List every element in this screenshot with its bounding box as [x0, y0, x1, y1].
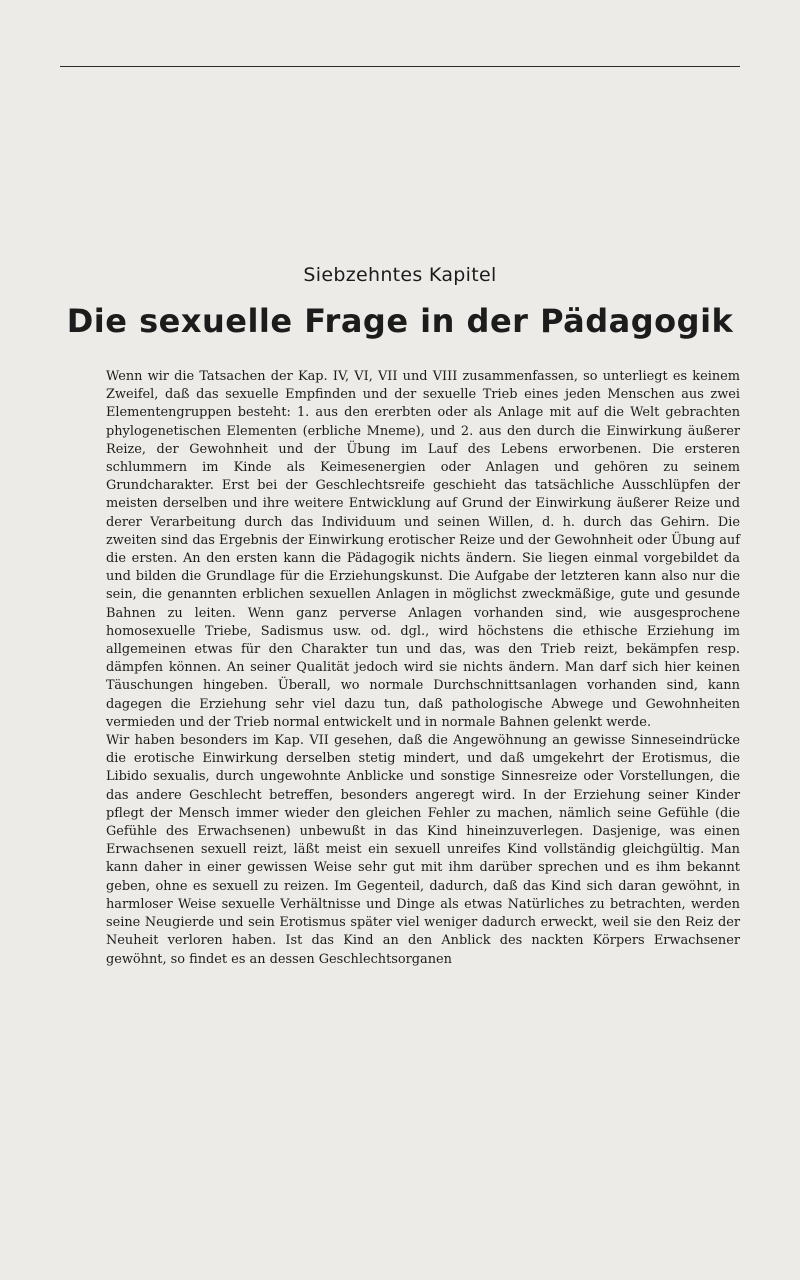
top-rule [60, 66, 740, 67]
chapter-title: Die sexuelle Frage in der Pädagogik [66, 302, 734, 340]
paragraph-1: Wenn wir die Tatsachen der Kap. IV, VI, VII und VIII zusammenfassen, so unterliegt es keinem Zweifel, daß das sexuelle Empfinden und der sexuelle Trieb eines jeden Menschen aus zwei Elementengruppen besteht: 1. aus den ererbten oder als Anlage mit auf die Welt gebrachten phylogenetischen Elementen (erbliche Mneme), und 2. aus den durch die Einwirkung äußerer Reize, der Gewohnheit und der Übung im Lauf des Lebens erworbenen. Die ersteren schlummern im Kinde als Keimesenergien oder Anlagen und gehören zu seinem Grundcharakter. Erst bei der Geschlechtsreife geschieht das tatsächliche Ausschlüpfen der meisten derselben und ihre weitere Entwicklung auf Grund der Einwirkung äußerer Reize und derer Verarbeitung durch das Individuum und seinen Willen, d. h. durch das Gehirn. Die zweiten sind das Ergebnis der Einwirkung erotischer Reize und der Gewohnheit oder Übung auf die ersten. An den ersten kann die Pädagogik nichts ändern. Sie liegen einmal vorgebildet da und bilden die Grundlage für die Erziehungskunst. Die Aufgabe der letzteren kann also nur die sein, die genannten erblichen sexuellen Anlagen in möglichst zweckmäßige, gute und gesunde Bahnen zu leiten. Wenn ganz perverse Anlagen vorhanden sind, wie ausgesprochene homosexuelle Triebe, Sadismus usw. od. dgl., wird höchstens die ethische Erziehung im allgemeinen etwas für den Charakter tun und das, was den Trieb reizt, bekämpfen resp. dämpfen können. An seiner Qualität jedoch wird sie nichts ändern. Man darf sich hier keinen Täuschungen hingeben. Überall, wo normale Durchschnittsanlagen vorhanden sind, kann dagegen die Erziehung sehr viel dazu tun, daß pathologische Abwege und Gewohnheiten vermieden und der Trieb normal entwickelt und in normale Bahnen gelenkt werde. [106, 369, 740, 730]
chapter-label: Siebzehntes Kapitel [303, 264, 497, 286]
body-text [106, 368, 740, 969]
paragraph-2: Wir haben besonders im Kap. VII gesehen, daß die Angewöhnung an gewisse Sinneseindrücke die erotische Einwirkung derselben stetig mindert, und daß umgekehrt der Erotismus, die Libido sexualis, durch ungewohnte Anblicke und sonstige Sinnesreize oder Vorstellungen, die das andere Geschlecht betreffen, besonders angeregt wird. In der Erziehung seiner Kinder pflegt der Mensch immer wieder den gleichen Fehler zu machen, nämlich seine Gefühle (die Gefühle des Erwachsenen) unbewußt in das Kind hineinzuverlegen. Dasjenige, was einen Erwachsenen sexuell reizt, läßt meist ein sexuell unreifes Kind vollständig gleichgültig. Man kann daher in einer gewissen Weise sehr gut mit ihm darüber sprechen und es ihm bekannt geben, ohne es sexuell zu reizen. Im Gegenteil, dadurch, daß das Kind sich daran gewöhnt, in harmloser Weise sexuelle Verhältnisse und Dinge als etwas Natürliches zu betrachten, werden seine Neugierde und sein Erotismus später viel weniger dadurch erweckt, weil sie den Reiz der Neuheit verloren haben. Ist das Kind an den Anblick des nackten Körpers Erwachsener gewöhnt, so findet es an dessen Geschlechtsorganen [106, 733, 740, 967]
